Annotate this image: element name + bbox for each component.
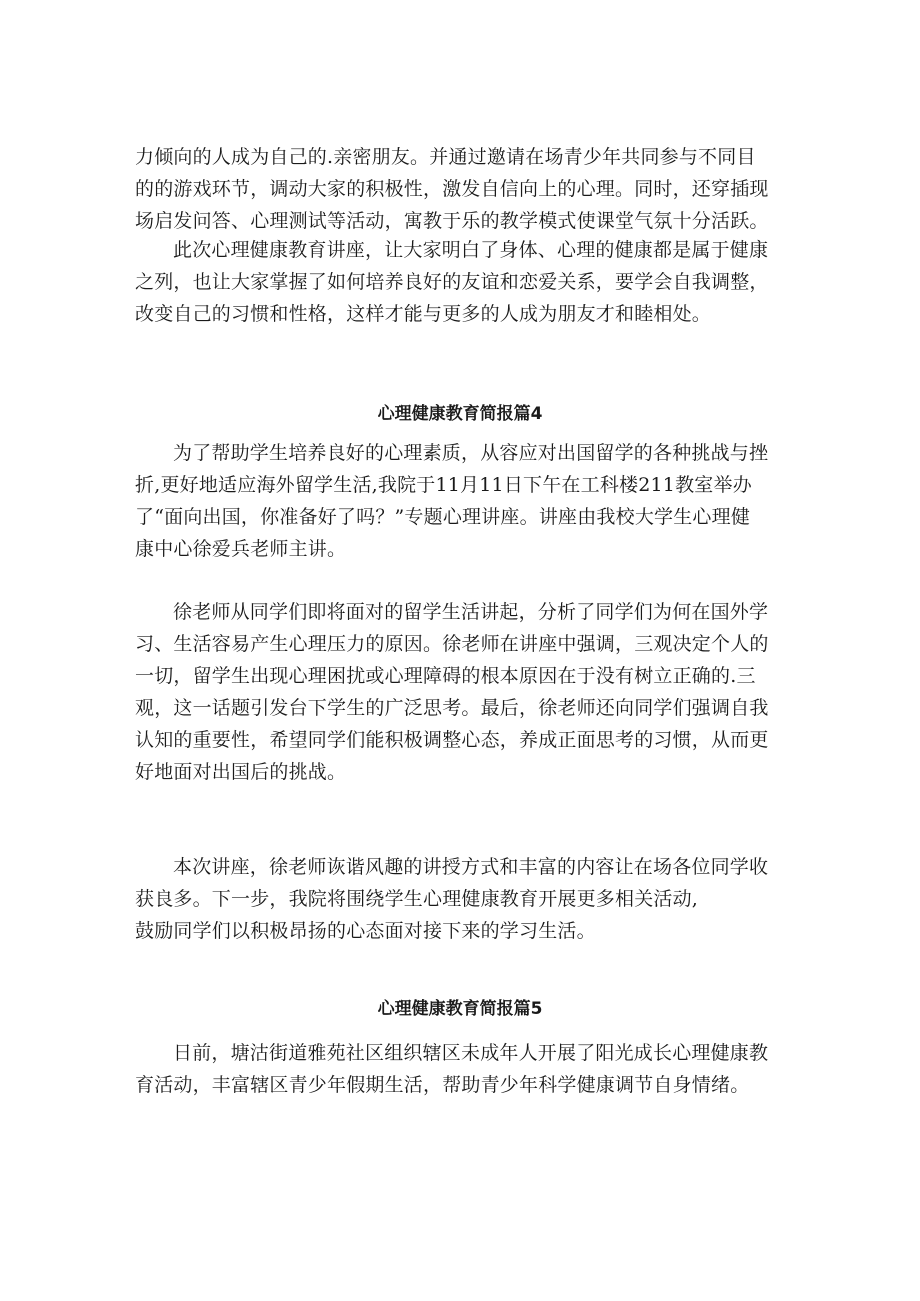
- text-line: 力倾向的人成为自己的.亲密朋友。并通过邀请在场青少年共同参与不同目: [135, 146, 756, 168]
- text-line: 康中心徐爱兵老师主讲。: [135, 538, 347, 560]
- text-line: 本次讲座，徐老师诙谐风趣的讲授方式和丰富的内容让在场各位同学收: [173, 856, 769, 878]
- paragraph-1: [135, 141, 795, 237]
- text-line: 好地面对出国后的挑战。: [135, 761, 347, 783]
- text-line: 折,更好地适应海外留学生活,我院于11月11日下午在工科楼211教室举办: [135, 474, 752, 496]
- text-line: 鼓励同学们以积极昂扬的心态面对接下来的学习生活。: [135, 920, 596, 942]
- text-line: 的的游戏环节，调动大家的积极性，激发自信向上的心理。同时，还穿插现: [135, 178, 769, 200]
- paragraph-6: [135, 1037, 795, 1101]
- text-line: 获良多。下一步，我院将围绕学生心理健康教育开展更多相关活动,: [135, 888, 699, 910]
- paragraph-3: [135, 437, 795, 565]
- section-heading-4: 心理健康教育简报篇4: [377, 404, 543, 424]
- text-line: 徐老师从同学们即将面对的留学生活讲起，分析了同学们为何在国外学: [173, 601, 769, 623]
- section-heading-5: 心理健康教育简报篇5: [377, 999, 543, 1019]
- paragraph-5: [135, 851, 795, 947]
- text-line: 场启发问答、心理测试等活动，寓教于乐的教学模式使课堂气氛十分活跃。: [135, 210, 769, 232]
- text-line: 改变自己的习惯和性格，这样才能与更多的人成为朋友才和睦相处。: [135, 303, 712, 325]
- text-line: 习、生活容易产生心理压力的原因。徐老师在讲座中强调，三观决定个人的: [135, 633, 769, 655]
- text-line: 观，这一话题引发台下学生的广泛思考。最后，徐老师还向同学们强调自我: [135, 697, 769, 719]
- text-line: 一切，留学生出现心理困扰或心理障碍的根本原因在于没有树立正确的.三: [135, 665, 756, 687]
- text-line: 育活动，丰富辖区青少年假期生活，帮助青少年科学健康调节自身情绪。: [135, 1074, 750, 1096]
- text-line: 此次心理健康教育讲座，让大家明白了身体、心理的健康都是属于健康: [173, 239, 769, 261]
- text-line: 之列，也让大家掌握了如何培养良好的友谊和恋爱关系，要学会自我调整，: [135, 271, 769, 293]
- paragraph-2: [135, 234, 795, 330]
- paragraph-4: [135, 596, 795, 788]
- text-line: 认知的重要性，希望同学们能积极调整心态，养成正面思考的习惯，从而更: [135, 729, 769, 751]
- text-line: 了“面向出国，你准备好了吗？”专题心理讲座。讲座由我校大学生心理健: [135, 506, 751, 528]
- text-line: 日前，塘沽街道雅苑社区组织辖区未成年人开展了阳光成长心理健康教: [173, 1042, 769, 1064]
- text-line: 为了帮助学生培养良好的心理素质，从容应对出国留学的各种挑战与挫: [173, 442, 769, 464]
